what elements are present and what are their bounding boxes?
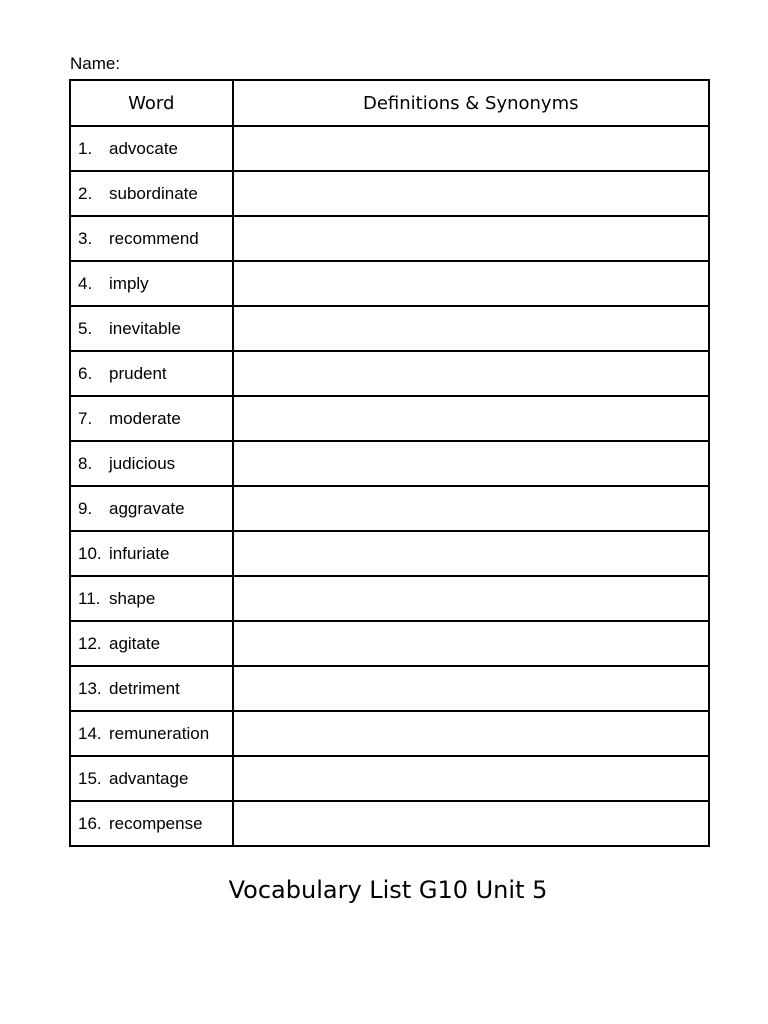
word-cell [70,441,233,486]
table-row [70,171,709,216]
vocabulary-word: moderate [109,408,181,428]
definition-cell[interactable] [233,531,710,576]
word-cell [70,351,233,396]
column-header-word: Word [70,80,233,126]
vocabulary-word: detriment [109,678,180,698]
item-number: 9. [78,498,93,518]
word-cell [70,216,233,261]
item-number: 2. [78,183,93,203]
word-cell [70,261,233,306]
word-cell [70,306,233,351]
item-number: 16. [78,813,102,833]
definition-cell[interactable] [233,801,710,846]
document-title: Vocabulary List G10 Unit 5 [228,876,548,904]
item-number: 4. [78,273,93,293]
table-row [70,306,709,351]
item-number: 13. [78,678,102,698]
vocabulary-word: recommend [109,228,199,248]
table-row [70,531,709,576]
vocabulary-word: judicious [109,453,176,473]
vocabulary-word: aggravate [109,498,185,518]
word-cell [70,126,233,171]
table-row [70,126,709,171]
word-cell [70,666,233,711]
table-row [70,756,709,801]
definition-cell[interactable] [233,756,710,801]
definition-cell[interactable] [233,396,710,441]
item-number: 1. [78,138,93,158]
vocabulary-word: remuneration [109,723,210,743]
definition-cell[interactable] [233,621,710,666]
table-row [70,261,709,306]
name-label: Name: [70,54,121,73]
definition-cell[interactable] [233,306,710,351]
table-row [70,666,709,711]
word-cell [70,576,233,621]
vocabulary-word: infuriate [109,543,170,563]
word-cell [70,396,233,441]
vocabulary-word: recompense [109,813,203,833]
definition-cell[interactable] [233,576,710,621]
table-row [70,576,709,621]
item-number: 15. [78,768,102,788]
word-cell [70,801,233,846]
item-number: 5. [78,318,93,338]
word-cell [70,711,233,756]
definition-cell[interactable] [233,261,710,306]
vocabulary-word: advantage [109,768,189,788]
table-row [70,621,709,666]
vocabulary-word: prudent [109,363,167,383]
vocabulary-word: agitate [109,633,161,653]
word-cell [70,756,233,801]
item-number: 11. [78,588,101,608]
item-number: 14. [78,723,102,743]
table-row [70,441,709,486]
vocabulary-word: advocate [109,138,178,158]
table-row [70,351,709,396]
table-row [70,486,709,531]
definition-cell[interactable] [233,441,710,486]
item-number: 8. [78,453,93,473]
table-body [70,126,709,846]
word-cell [70,171,233,216]
definition-cell[interactable] [233,171,710,216]
vocabulary-word: shape [109,588,156,608]
definition-cell[interactable] [233,351,710,396]
table-row [70,216,709,261]
definition-cell[interactable] [233,216,710,261]
definition-cell[interactable] [233,666,710,711]
table-row [70,711,709,756]
item-number: 6. [78,363,93,383]
table-row [70,396,709,441]
item-number: 3. [78,228,93,248]
word-cell [70,486,233,531]
vocabulary-table [69,79,710,847]
vocabulary-word: imply [109,273,149,293]
table-header-row [70,80,709,126]
item-number: 7. [78,408,93,428]
item-number: 12. [78,633,102,653]
word-cell [70,621,233,666]
column-header-definitions: Definitions & Synonyms [233,80,710,126]
definition-cell[interactable] [233,486,710,531]
vocabulary-word: inevitable [109,318,181,338]
word-cell [70,531,233,576]
table-row [70,801,709,846]
vocabulary-word: subordinate [109,183,198,203]
definition-cell[interactable] [233,711,710,756]
definition-cell[interactable] [233,126,710,171]
item-number: 10. [78,543,102,563]
